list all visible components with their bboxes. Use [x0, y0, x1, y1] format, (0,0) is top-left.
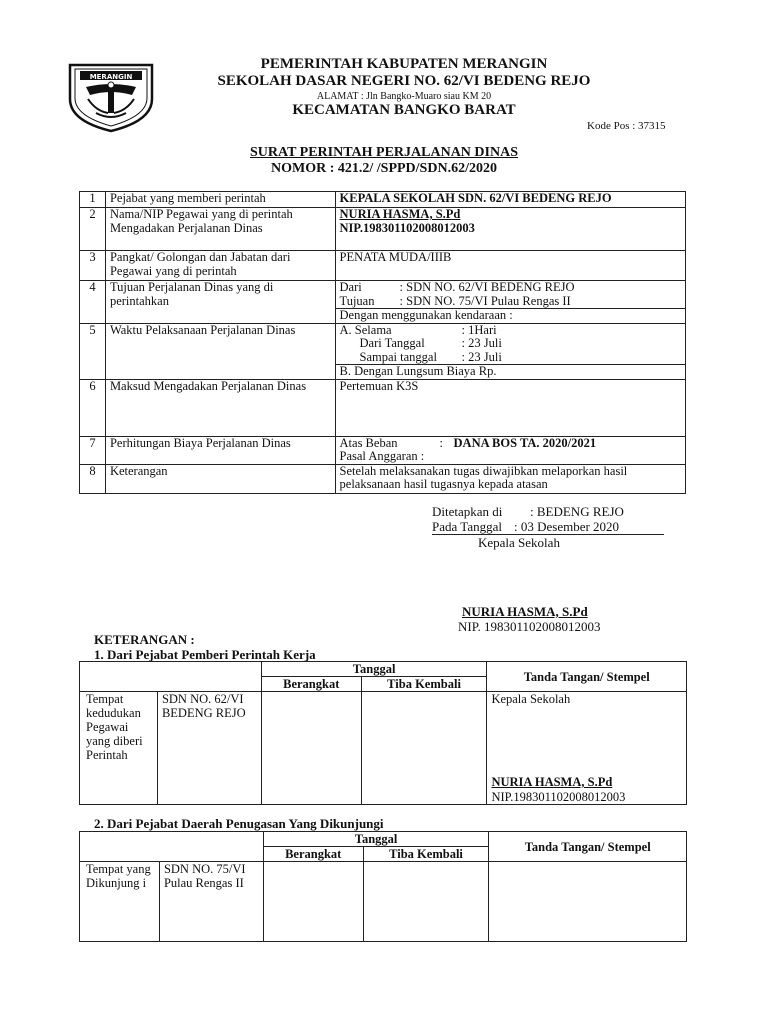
- issued-at-value: : BEDENG REJO: [530, 504, 624, 519]
- sign-name: NURIA HASMA, S.Pd: [491, 775, 613, 789]
- table-row: [80, 192, 686, 208]
- row-number: 4: [80, 281, 106, 324]
- row-value: [335, 281, 685, 324]
- funding-label: Atas Beban: [339, 435, 398, 450]
- notes-section-1: 1. Dari Pejabat Pemberi Perintah Kerja: [94, 647, 316, 662]
- header-school-name: SEKOLAH DASAR NEGERI NO. 62/VI BEDENG REJO: [217, 73, 591, 89]
- signer-name: NURIA HASMA, S.Pd: [462, 604, 588, 619]
- sppd-table: [79, 191, 686, 494]
- departure-table-2: [79, 831, 687, 942]
- row-value: KEPALA SEKOLAH SDN. 62/VI BEDENG REJO: [335, 192, 685, 208]
- signature-header: Tanda Tangan/ Stempel: [487, 662, 687, 692]
- row-label: Waktu Pelaksanaan Perjalanan Dinas: [105, 323, 335, 379]
- row-number: 5: [80, 323, 106, 379]
- sign-nip: NIP.198301102008012003: [491, 790, 626, 804]
- svg-text:MERANGIN: MERANGIN: [89, 73, 133, 81]
- row-number: 1: [80, 192, 106, 208]
- destination-value: : SDN NO. 75/VI Pulau Rengas II: [399, 293, 571, 308]
- row-value: [335, 323, 685, 379]
- place-label: Tempat kedudukan Pegawai yang diberi Perintah: [80, 692, 158, 805]
- end-date-value: : 23 Juli: [461, 349, 502, 364]
- row-label: Perhitungan Biaya Perjalanan Dinas: [105, 436, 335, 464]
- header-postcode: Kode Pos : 37315: [587, 120, 666, 132]
- row-value: [335, 436, 685, 464]
- row-number: 6: [80, 379, 106, 436]
- sign-role: Kepala Sekolah: [491, 692, 571, 706]
- departure-header: Berangkat: [261, 677, 361, 692]
- row-number: 3: [80, 251, 106, 281]
- row-number: 2: [80, 208, 106, 251]
- from-value: : SDN NO. 62/VI BEDENG REJO: [399, 280, 575, 294]
- return-cell: [363, 862, 489, 942]
- lumpsum-text: B. Dengan Lungsum Biaya Rp.: [336, 364, 685, 379]
- signature-cell: [489, 862, 687, 942]
- signature-cell: [487, 692, 687, 805]
- row-label: Nama/NIP Pegawai yang di perintah Mengadakan Perjalanan Dinas: [105, 208, 335, 251]
- return-header: Tiba Kembali: [363, 847, 489, 862]
- table-row: [80, 323, 686, 379]
- table-row: [80, 208, 686, 251]
- row-label: Pejabat yang memberi perintah: [105, 192, 335, 208]
- table-row: [80, 281, 686, 324]
- blank-header: [80, 662, 262, 692]
- from-label: Dari: [339, 280, 362, 294]
- row-label: Maksud Mengadakan Perjalanan Dinas: [105, 379, 335, 436]
- row-value: Setelah melaksanakan tugas diwajibkan melaporkan hasil pelaksanaan hasil tugasnya kepada atasan: [335, 464, 685, 493]
- notes-heading: KETERANGAN :: [94, 632, 195, 647]
- signature-header: Tanda Tangan/ Stempel: [489, 832, 687, 862]
- return-header: Tiba Kembali: [361, 677, 487, 692]
- duration-label: A. Selama: [339, 322, 392, 337]
- row-value: [335, 208, 685, 251]
- signer-position: Kepala Sekolah: [478, 535, 560, 550]
- signature-block: [432, 504, 664, 550]
- document-title: SURAT PERINTAH PERJALANAN DINAS: [250, 145, 518, 160]
- row-label: Tujuan Perjalanan Dinas yang di perintahkan: [105, 281, 335, 324]
- duration-value: : 1Hari: [461, 322, 497, 337]
- blank-header: [80, 832, 264, 862]
- employee-name: NURIA HASMA, S.Pd: [339, 207, 461, 221]
- end-date-label: Sampai tanggal: [359, 349, 437, 364]
- date-header: Tanggal: [263, 832, 489, 847]
- row-number: 7: [80, 436, 106, 464]
- place-value: SDN NO. 75/VI Pulau Rengas II: [159, 862, 263, 942]
- return-cell: [361, 692, 487, 805]
- date-header: Tanggal: [261, 662, 487, 677]
- destination-label: Tujuan: [339, 293, 375, 308]
- departure-cell: [263, 862, 363, 942]
- row-value: PENATA MUDA/IIIB: [335, 251, 685, 281]
- issued-date-label: Pada Tanggal: [432, 519, 502, 534]
- header-district: KECAMATAN BANGKO BARAT: [292, 102, 516, 118]
- table-row: [80, 464, 686, 493]
- header-address: ALAMAT : Jln Bangko-Muaro siau KM 20: [316, 91, 492, 102]
- budget-article: Pasal Anggaran :: [339, 449, 425, 463]
- funding-colon: :: [439, 435, 443, 450]
- departure-header: Berangkat: [263, 847, 363, 862]
- row-value: Pertemuan K3S: [335, 379, 685, 436]
- table-row: [80, 251, 686, 281]
- vehicle-text: Dengan menggunakan kendaraan :: [336, 308, 685, 323]
- start-date-value: : 23 Juli: [461, 336, 502, 350]
- row-label: Pangkat/ Golongan dan Jabatan dari Pegawai yang di perintah: [105, 251, 335, 281]
- table-row: [80, 379, 686, 436]
- issued-date-value: : 03 Desember 2020: [514, 519, 620, 534]
- document-number: NOMOR : 421.2/ /SPPD/SDN.62/2020: [271, 161, 497, 176]
- departure-table-1: [79, 661, 687, 805]
- row-number: 8: [80, 464, 106, 493]
- place-value: SDN NO. 62/VI BEDENG REJO: [157, 692, 261, 805]
- start-date-label: Dari Tanggal: [359, 336, 425, 350]
- signer-nip: NIP. 198301102008012003: [458, 619, 601, 634]
- issued-at-label: Ditetapkan di: [432, 504, 503, 519]
- header-line1: PEMERINTAH KABUPATEN MERANGIN: [260, 56, 548, 72]
- departure-cell: [261, 692, 361, 805]
- row-label: Keterangan: [105, 464, 335, 493]
- place-label: Tempat yang Dikunjung i: [80, 862, 160, 942]
- funding-value: DANA BOS TA. 2020/2021: [453, 435, 597, 450]
- notes-section-2: 2. Dari Pejabat Daerah Penugasan Yang Dikunjungi: [94, 816, 384, 831]
- employee-nip: NIP.198301102008012003: [339, 220, 475, 235]
- table-row: [80, 436, 686, 464]
